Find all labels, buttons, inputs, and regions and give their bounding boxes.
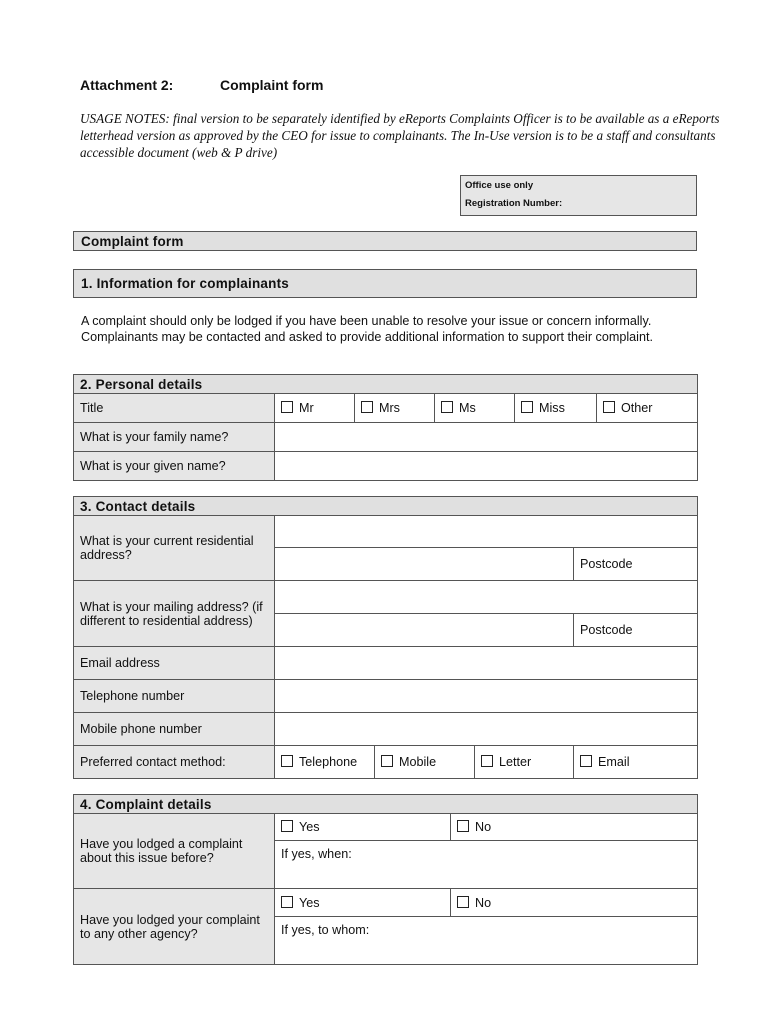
- method-letter[interactable]: Letter: [475, 746, 574, 779]
- title-option-mrs[interactable]: Mrs: [355, 394, 435, 423]
- section1-text: A complaint should only be lodged if you have been unable to resolve your issue or concern informally. Complainants may be contacted and asked to provide additional information to support their complaint.: [81, 314, 653, 344]
- residential-postcode[interactable]: Postcode: [574, 548, 698, 581]
- title-option-miss[interactable]: Miss: [515, 394, 597, 423]
- checkbox-miss[interactable]: [521, 401, 533, 413]
- section4-title: 4. Complaint details: [74, 795, 698, 814]
- other-agency-label: Have you lodged your complaint to any other agency?: [74, 889, 275, 965]
- mailing-address-line1[interactable]: [275, 581, 698, 614]
- checkbox-lodged-before-no[interactable]: [457, 820, 469, 832]
- title-option-mr[interactable]: Mr: [275, 394, 355, 423]
- method-mobile[interactable]: Mobile: [375, 746, 475, 779]
- telephone-label: Telephone number: [74, 680, 275, 713]
- telephone-field[interactable]: [275, 680, 698, 713]
- mailing-address-line2[interactable]: [275, 614, 574, 647]
- checkbox-letter[interactable]: [481, 755, 493, 767]
- checkbox-lodged-before-yes[interactable]: [281, 820, 293, 832]
- checkbox-mobile[interactable]: [381, 755, 393, 767]
- checkbox-email[interactable]: [580, 755, 592, 767]
- mobile-label: Mobile phone number: [74, 713, 275, 746]
- section1-title: 1. Information for complainants: [73, 269, 697, 298]
- office-use-label: Office use only: [465, 180, 534, 191]
- family-name-label: What is your family name?: [74, 423, 275, 452]
- email-field[interactable]: [275, 647, 698, 680]
- other-agency-yes[interactable]: Yes: [275, 889, 451, 917]
- residential-address-line2[interactable]: [275, 548, 574, 581]
- lodged-before-label: Have you lodged a complaint about this issue before?: [74, 814, 275, 889]
- method-telephone[interactable]: Telephone: [275, 746, 375, 779]
- checkbox-telephone[interactable]: [281, 755, 293, 767]
- given-name-field[interactable]: [275, 452, 698, 481]
- attachment-label: Attachment 2:: [80, 77, 174, 93]
- title-option-ms[interactable]: Ms: [435, 394, 515, 423]
- residential-address-label: What is your current residential address?: [74, 516, 275, 581]
- section3-title: 3. Contact details: [74, 497, 698, 516]
- lodged-before-yes[interactable]: Yes: [275, 814, 451, 841]
- residential-address-line1[interactable]: [275, 516, 698, 548]
- checkbox-mrs[interactable]: [361, 401, 373, 413]
- office-use-box: [460, 175, 697, 216]
- mailing-address-label: What is your mailing address? (if different to residential address): [74, 581, 275, 647]
- lodged-before-when[interactable]: If yes, when:: [275, 841, 698, 889]
- other-agency-no[interactable]: No: [451, 889, 698, 917]
- preferred-contact-label: Preferred contact method:: [74, 746, 275, 779]
- registration-number-label: Registration Number:: [465, 198, 563, 209]
- checkbox-mr[interactable]: [281, 401, 293, 413]
- checkbox-other-agency-no[interactable]: [457, 896, 469, 908]
- other-agency-whom[interactable]: If yes, to whom:: [275, 917, 698, 965]
- email-label: Email address: [74, 647, 275, 680]
- attachment-title: Complaint form: [220, 77, 324, 93]
- usage-notes: USAGE NOTES: final version to be separately identified by eReports Complaints Officer is to be available as a eReports letterhead version as approved by the CEO for issue to complainants. The In-Use version is to be a staff and consultants accessible document (web & P drive): [80, 111, 720, 160]
- mobile-field[interactable]: [275, 713, 698, 746]
- family-name-field[interactable]: [275, 423, 698, 452]
- section2-title: 2. Personal details: [74, 375, 698, 394]
- checkbox-other-agency-yes[interactable]: [281, 896, 293, 908]
- checkbox-ms[interactable]: [441, 401, 453, 413]
- mailing-postcode[interactable]: Postcode: [574, 614, 698, 647]
- personal-details-table: [73, 374, 698, 481]
- title-option-other[interactable]: Other: [597, 394, 698, 423]
- lodged-before-no[interactable]: No: [451, 814, 698, 841]
- method-email[interactable]: Email: [574, 746, 698, 779]
- contact-details-table: [73, 496, 698, 779]
- complaint-details-table: [73, 794, 698, 965]
- given-name-label: What is your given name?: [74, 452, 275, 481]
- checkbox-other[interactable]: [603, 401, 615, 413]
- form-title-band: Complaint form: [73, 231, 697, 251]
- title-label: Title: [74, 394, 275, 423]
